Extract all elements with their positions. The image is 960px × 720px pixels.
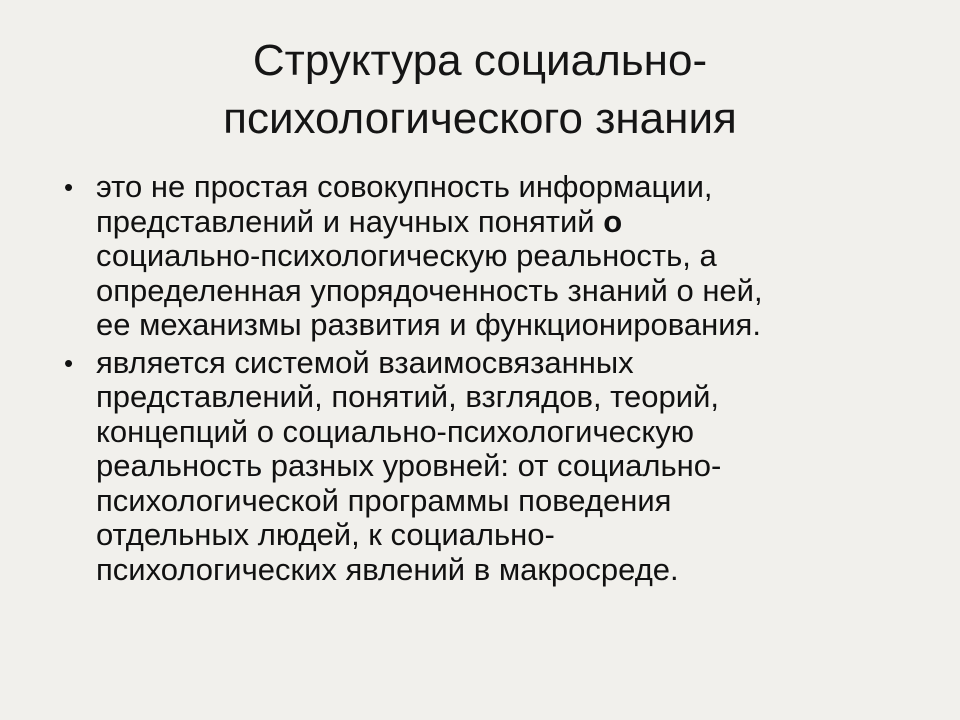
bullet-item-2-text xyxy=(96,346,904,588)
bullet-list xyxy=(64,170,904,590)
bullet-item-1-line-3: социально-психологическую реальность, а xyxy=(96,238,717,273)
bullet-item-2-line-3: концепций о социально-психологическую xyxy=(96,413,695,449)
slide-title-line-2: психологического знания xyxy=(223,94,737,143)
bullet-item-2-line-4: реальность разных уровней: от социально- xyxy=(96,448,722,483)
bullet-marker-1: • xyxy=(64,172,74,202)
slide-title xyxy=(100,32,860,148)
bullet-item-2-line-7: психологических явлений в макросреде. xyxy=(96,551,679,587)
bullet-item-2-line-6: отдельных людей, к социально- xyxy=(96,517,555,552)
bullet-item-1-line-5: ее механизмы развития и функционирования. xyxy=(96,307,761,342)
bullet-item-1-text xyxy=(96,170,904,343)
bullet-item-2-line-1: является системой взаимосвязанных xyxy=(96,344,634,380)
bullet-item-1-bold-word: о xyxy=(603,203,623,239)
slide-title-line-1: Структура социально- xyxy=(252,36,708,85)
bullet-item-1-line-4: определенная упорядоченность знаний о ней, xyxy=(96,272,763,308)
bullet-marker-2: • xyxy=(64,347,74,378)
bullet-item-2 xyxy=(64,346,904,588)
bullet-item-1-line-2-text: представлений и научных понятий xyxy=(96,203,595,239)
bullet-item-1-line-1: это не простая совокупность информации, xyxy=(96,169,713,204)
bullet-item-1 xyxy=(64,170,904,343)
bullet-item-2-line-2: представлений, понятий, взглядов, теорий, xyxy=(96,379,719,414)
bullet-item-1-line-2 xyxy=(96,205,904,240)
bullet-item-2-line-5: психологической программы поведения xyxy=(96,482,672,518)
